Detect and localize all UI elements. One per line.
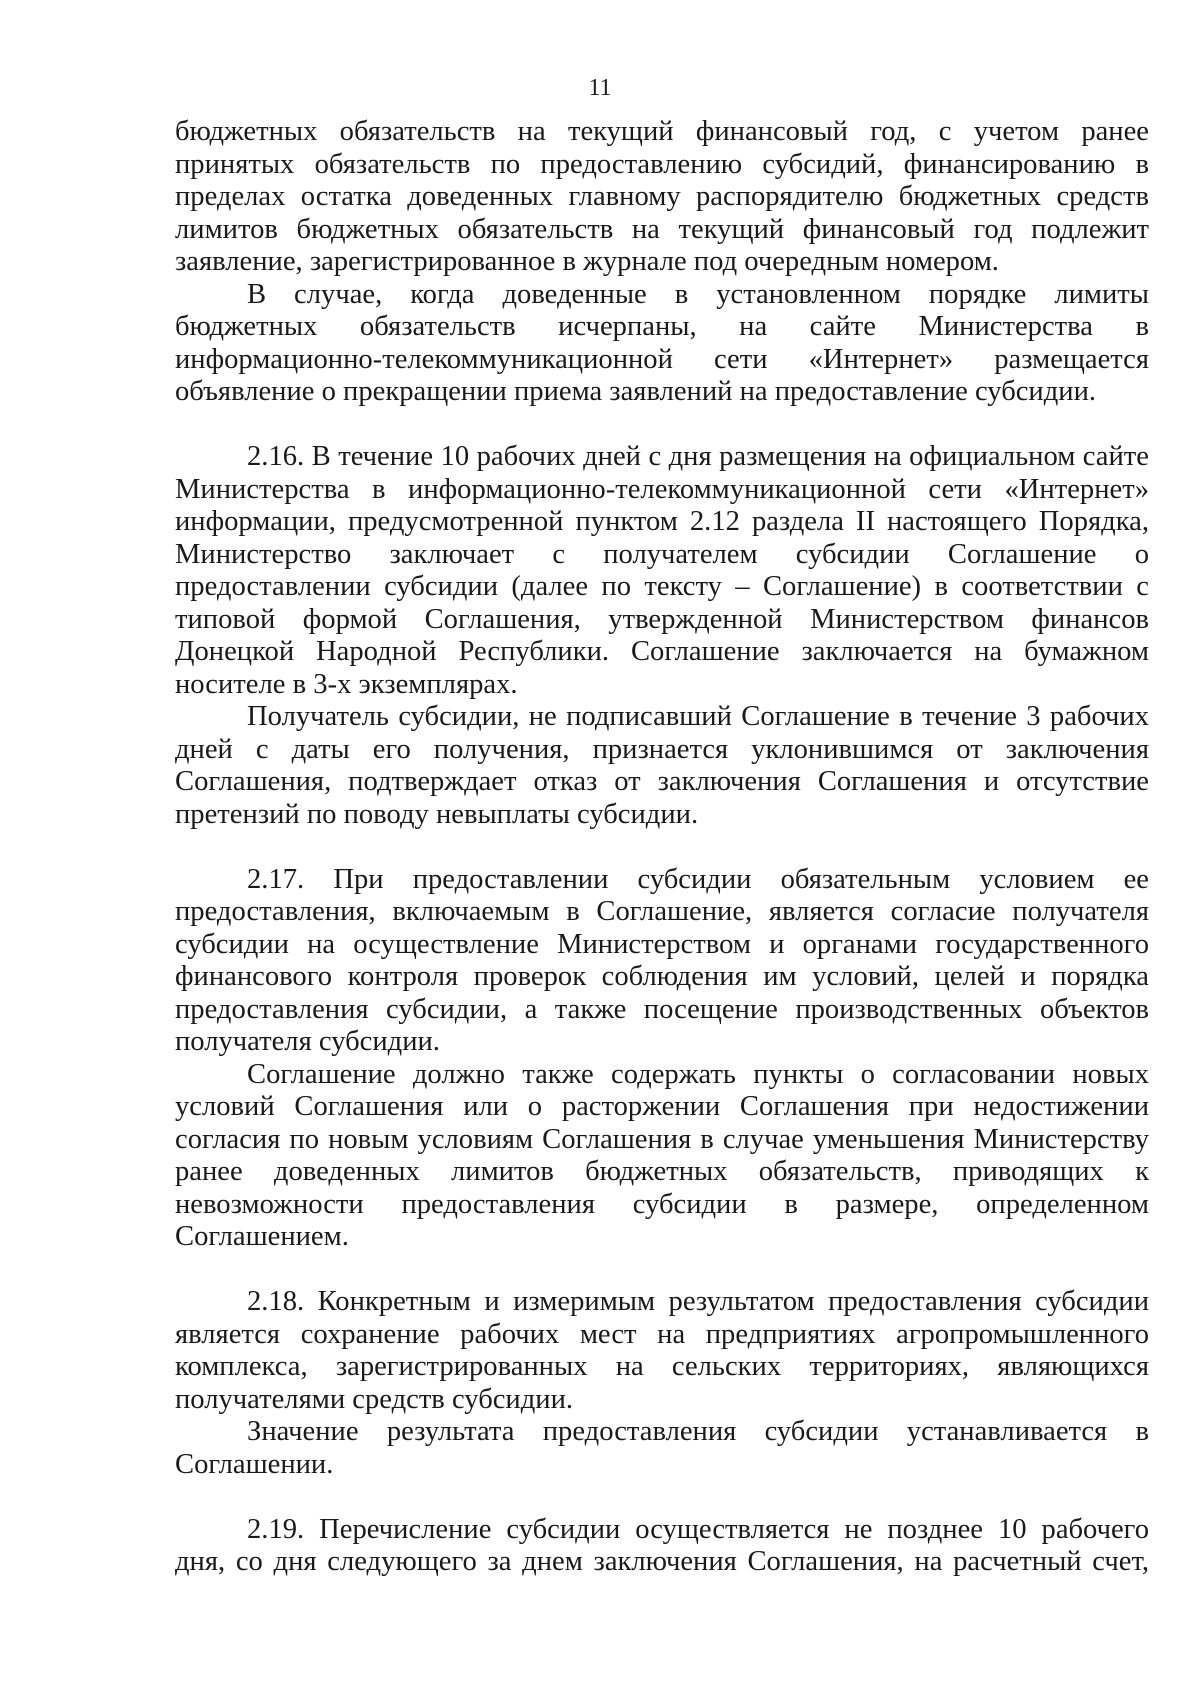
- paragraph-agreement-terms: Соглашение должно также содержать пункты о согласовании новых условий Соглашения или о расторжении Соглашения при недостижении согласия по новым условиям Соглашения в случае уменьшения Министерству ранее доведенных лимитов бюджетных обязательств, приводящих к невозможности предоставления субсидии в размере, определенном Соглашением.: [175, 1058, 1149, 1252]
- page-number: 11: [588, 75, 612, 101]
- paragraph-limits-exhausted: В случае, когда доведенные в установленном порядке лимиты бюджетных обязательств исчерпаны, на сайте Министерства в информационно-телекоммуникационной сети «Интернет» размещается объявление о прекращении приема заявлений на предоставление субсидии.: [175, 278, 1149, 407]
- paragraph-section-2-18: 2.18. Конкретным и измеримым результатом предоставления субсидии является сохранение рабочих мест на предприятиях агропромышленного комплекса, зарегистрированных на сельских территориях, являющихся получателями средств субсидии.: [175, 1286, 1149, 1415]
- paragraph-section-2-16: 2.16. В течение 10 рабочих дней с дня размещения на официальном сайте Министерства в информационно-телекоммуникационной сети «Интернет» информации, предусмотренной пунктом 2.12 раздела II настоящего Порядка, Министерство заключает с получателем субсидии Соглашение о предоставлении субсидии (далее по тексту – Соглашение) в соответствии с типовой формой Соглашения, утвержденной Министерством финансов Донецкой Народной Республики. Соглашение заключается на бумажном носителе в 3-х экземплярах.: [175, 441, 1149, 700]
- paragraph-gap: [175, 1481, 1149, 1514]
- paragraph-gap: [175, 831, 1149, 864]
- paragraph-section-2-17: 2.17. При предоставлении субсидии обязательным условием ее предоставления, включаемым в Соглашение, является согласие получателя субсидии на осуществление Министерством и органами государственного финансового контроля проверок соблюдения им условий, целей и порядка предоставления субсидии, а также посещение производственных объектов получателя субсидии.: [175, 863, 1149, 1057]
- paragraph-gap: [175, 1254, 1149, 1287]
- paragraph-result-value: Значение результата предоставления субсидии устанавливается в Соглашении.: [175, 1416, 1149, 1480]
- paragraph-budget-obligations: бюджетных обязательств на текущий финансовый год, с учетом ранее принятых обязательств по предоставлению субсидий, финансированию в пределах остатка доведенных главному распорядителю бюджетных средств лимитов бюджетных обязательств на текущий финансовый год подлежит заявление, зарегистрированное в журнале под очередным номером.: [175, 116, 1149, 277]
- paragraph-recipient-not-signed: Получатель субсидии, не подписавший Соглашение в течение 3 рабочих дней с даты его получения, признается уклонившимся от заключения Соглашения, подтверждает отказ от заключения Соглашения и отсутствие претензий по поводу невыплаты субсидии.: [175, 701, 1149, 830]
- paragraph-section-2-19: 2.19. Перечисление субсидии осуществляется не позднее 10 рабочего дня, со дня следующего за днем заключения Соглашения, на расчетный счет,: [175, 1513, 1149, 1577]
- document-body: [175, 116, 1149, 1579]
- paragraph-gap: [175, 409, 1149, 442]
